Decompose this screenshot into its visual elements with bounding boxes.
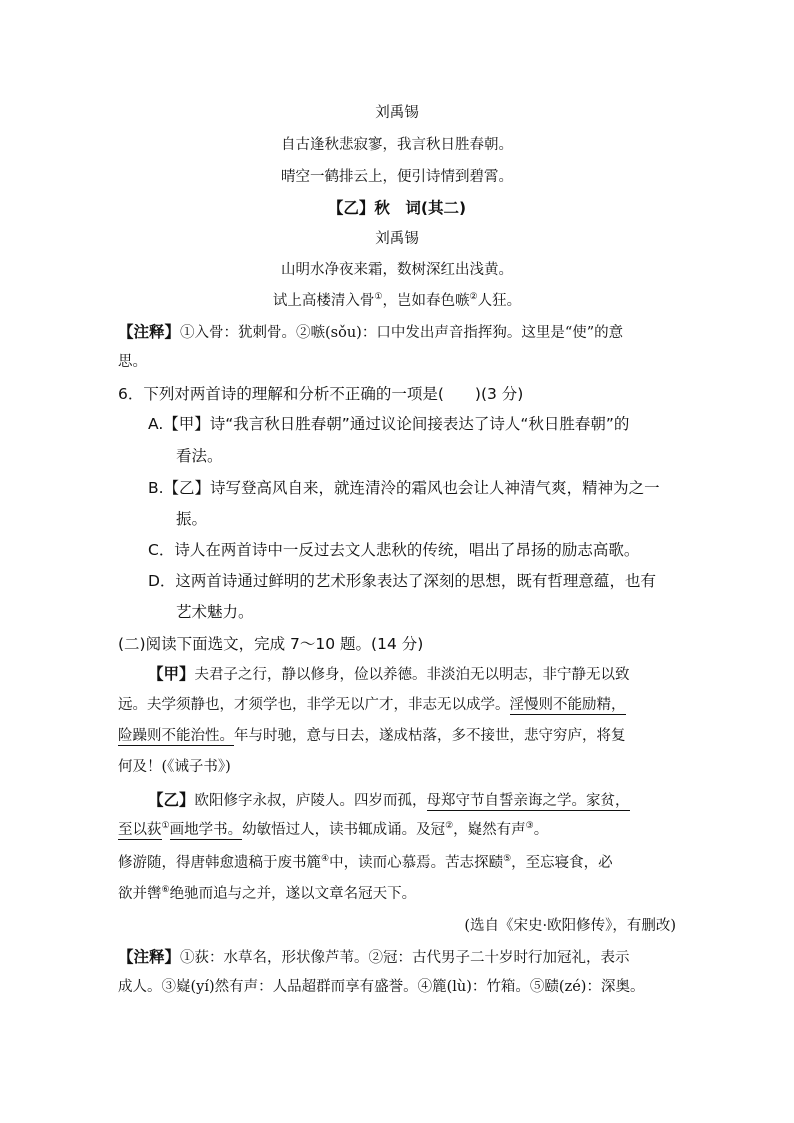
- question6-option-c: C．诗人在两首诗中一反过去文人悲秋的传统，唱出了昂扬的励志高歌。: [148, 541, 640, 559]
- note2-line2: 成人。③嶷(yí)然有声：人品超群而享有盛誉。④簏(lù)：竹箱。⑤赜(zé)：深奥。: [118, 979, 645, 995]
- note2-label: 【注释】: [118, 948, 181, 966]
- footnote-marker: ②: [469, 292, 478, 302]
- poem-jia-author: 刘禹锡: [375, 105, 419, 121]
- yi-text: 。: [533, 822, 549, 838]
- poem-jia-line2: 晴空一鹤排云上，便引诗情到碧霄。: [281, 169, 513, 185]
- question6-option-a: A.【甲】诗“我言秋日胜春朝”通过议论间接表达了诗人“秋日胜春朝”的: [148, 415, 630, 433]
- footnote-marker: ①: [374, 292, 383, 302]
- note1-text: ①入骨：犹刺骨。②嗾(sǒu)：口中发出声音指挥狗。这里是“使”的意: [180, 325, 624, 341]
- jia-text: 远。夫学须静也，才须学也，非学无以广才，非志无以成学。: [118, 697, 510, 713]
- poem-yi-author: 刘禹锡: [375, 231, 419, 247]
- jia-passage-line4: 何及！(《诫子书》): [118, 759, 231, 775]
- footnote-marker: ⑥: [161, 885, 170, 895]
- poem-yi-line2: [0, 291, 794, 311]
- yi-text: 修游随，得唐韩愈遗稿于废书簏: [118, 855, 321, 871]
- poem-yi-line2-part: 试上高楼清入骨: [272, 293, 375, 309]
- note1-line1: [118, 322, 623, 343]
- question6-option-d: D．这两首诗通过鲜明的艺术形象表达了深刻的思想，既有哲理意蕴，也有: [148, 572, 656, 590]
- jia-underlined-text: 淫慢则不能励精，: [509, 697, 626, 713]
- poem-yi-line2-part: 人狂。: [477, 293, 522, 309]
- yi-text: ，嶷然有声: [453, 822, 526, 838]
- yi-label: 【乙】: [148, 791, 195, 809]
- note2-text: ①荻：水草名，形状像芦苇。②冠：古代男子二十岁时行加冠礼，表示: [180, 950, 630, 966]
- yi-passage-line1: [148, 790, 630, 811]
- poem-yi-line1: 山明水净夜来霜，数树深红出浅黄。: [281, 262, 513, 278]
- yi-text: 绝驰而追与之并，遂以文章名冠天下。: [169, 886, 417, 902]
- yi-underlined-text: 至以荻: [118, 822, 162, 838]
- question6-option-b: B.【乙】诗写登高风自来，就连清泠的霜风也会让人神清气爽，精神为之一: [148, 479, 660, 497]
- section2-heading: (二)阅读下面选文，完成 7～10 题。(14 分): [118, 635, 424, 653]
- footnote-marker: ③: [525, 821, 534, 831]
- yi-text: 欲并辔: [118, 886, 162, 902]
- question6-option-a-cont: 看法。: [176, 447, 223, 465]
- footnote-marker: ④: [321, 854, 330, 864]
- jia-underlined-text: 险躁则不能治性。: [118, 728, 234, 744]
- yi-underlined-text: 画地学书。: [169, 822, 243, 838]
- poem-yi-title: 【乙】秋 词(其二): [327, 199, 467, 217]
- footnote-marker: ①: [161, 821, 170, 831]
- question6-stem: 6．下列对两首诗的理解和分析不正确的一项是( )(3 分): [118, 385, 524, 403]
- yi-source: (选自《宋史·欧阳修传》，有删改): [464, 918, 676, 934]
- yi-text: ，至忘寝食，必: [511, 855, 613, 871]
- poem-jia-line1: 自古逢秋悲寂寥，我言秋日胜春朝。: [281, 137, 513, 153]
- yi-text: 欧阳修字永叔，庐陵人。四岁而孤，: [194, 793, 427, 809]
- jia-passage-line3: [118, 726, 626, 746]
- note1-label: 【注释】: [118, 323, 181, 341]
- jia-label: 【甲】: [148, 665, 195, 683]
- question6-option-b-cont: 振。: [176, 510, 208, 528]
- note2-line1: [118, 947, 630, 968]
- yi-text: 幼敏悟过人，读书辄成诵。及冠: [242, 822, 446, 838]
- footnote-marker: ②: [445, 821, 454, 831]
- yi-passage-line2: [118, 820, 548, 840]
- question6-option-d-cont: 艺术魅力。: [176, 603, 254, 621]
- note1-line2: 思。: [118, 354, 147, 370]
- yi-passage-line4: [118, 884, 416, 904]
- footnote-marker: ⑤: [503, 854, 512, 864]
- yi-underlined-text: 母郑守节自誓亲诲之学。家贫，: [426, 793, 630, 809]
- poem-yi-line2-part: ，岂如春色嗾: [382, 293, 470, 309]
- jia-passage-line1: [148, 664, 630, 685]
- jia-text: 夫君子之行，静以修身，俭以养德。非淡泊无以明志，非宁静无以致: [194, 667, 630, 683]
- jia-passage-line2: [118, 695, 626, 715]
- yi-passage-line3: [118, 853, 613, 873]
- jia-text: 年与时驰，意与日去，遂成枯落，多不接世，悲守穷庐，将复: [234, 728, 626, 744]
- yi-text: 中，读而心慕焉。苦志探赜: [329, 855, 504, 871]
